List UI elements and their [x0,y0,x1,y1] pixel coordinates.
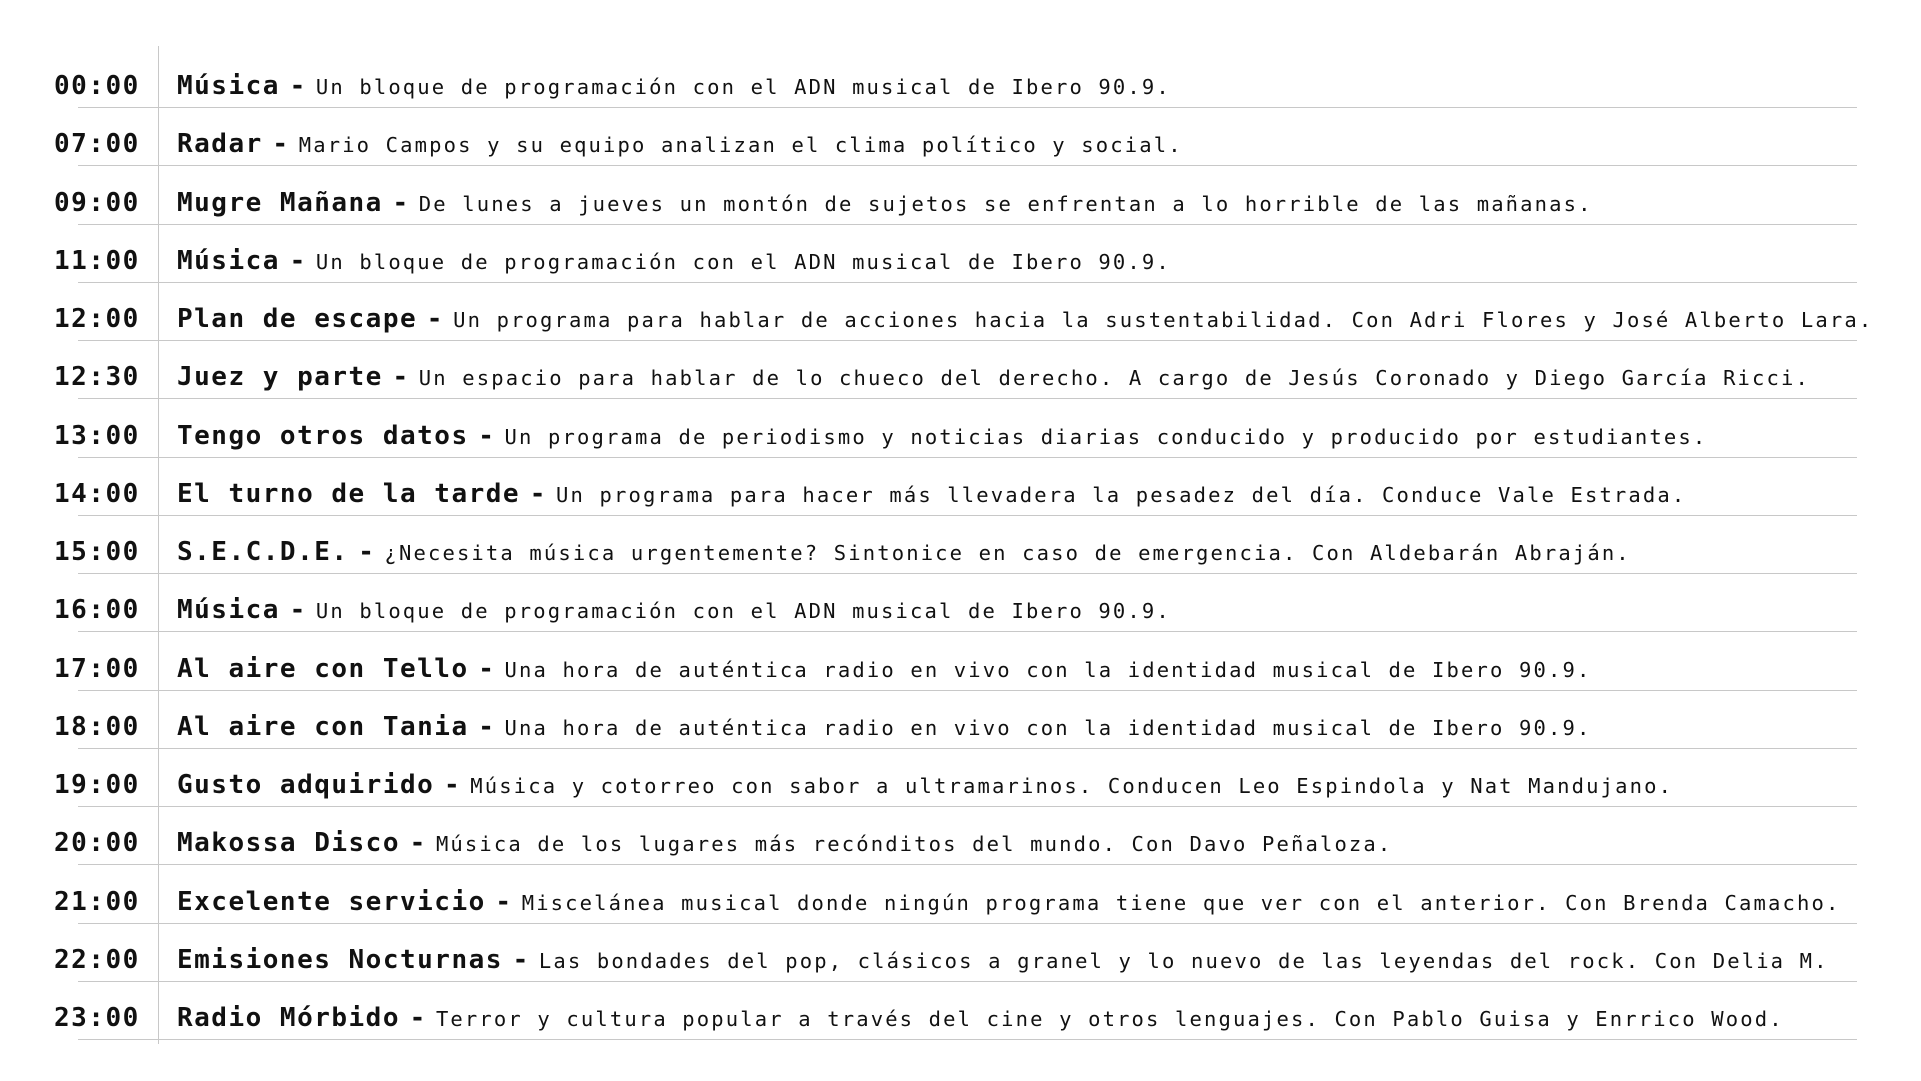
program-title: El turno de la tarde [177,479,521,509]
program-title: Radio Mórbido [177,1003,400,1033]
schedule-row [0,225,1921,283]
program-title: Gusto adquirido [177,770,435,800]
program-description: Un programa de periodismo y noticias diarias conducido y producido por estudiantes. [504,425,1708,449]
schedule-row [0,50,1921,108]
schedule-row [0,574,1921,632]
title-separator: - [409,1003,427,1033]
program-description: Terror y cultura popular a través del cine y otros lenguajes. Con Pablo Guisa y Enrrico Wood. [435,1007,1784,1031]
schedule-time: 12:30 [54,362,140,392]
schedule-time: 22:00 [54,945,140,975]
schedule-time: 12:00 [54,304,140,334]
title-separator: - [289,246,307,276]
schedule-row [0,400,1921,458]
title-separator: - [478,421,495,451]
title-separator: - [409,828,427,858]
schedule-row [0,982,1921,1040]
title-separator: - [392,188,410,218]
program-entry [177,772,1673,798]
program-description: Las bondades del pop, clásicos a granel y lo nuevo de las leyendas del rock. Con Delia M. [538,949,1829,973]
program-title: Juez y parte [177,362,383,392]
program-title: Mugre Mañana [177,188,383,218]
program-description: Miscelánea musical donde ningún programa tiene que ver con el anterior. Con Brenda Camacho. [521,891,1841,915]
program-description: Un bloque de programación con el ADN musical de Ibero 90.9. [315,250,1171,274]
schedule-row [0,807,1921,865]
program-title: Al aire con Tello [177,654,469,684]
program-title: Radar [177,129,263,159]
schedule-row [0,866,1921,924]
program-title: S.E.C.D.E. [177,537,349,567]
title-separator: - [289,71,307,101]
program-title: Excelente servicio [177,887,486,917]
title-separator: - [529,479,547,509]
program-entry [177,1005,1784,1031]
program-entry [177,947,1829,973]
program-entry [177,131,1183,157]
program-entry [177,714,1591,740]
schedule-row [0,458,1921,516]
program-title: Música [177,71,280,101]
schedule-row [0,691,1921,749]
program-description: Una hora de auténtica radio en vivo con la identidad musical de Ibero 90.9. [504,716,1592,740]
title-separator: - [358,537,375,567]
program-entry [177,306,1873,332]
schedule-time: 21:00 [54,887,140,917]
schedule-time: 09:00 [54,188,140,218]
schedule-time: 07:00 [54,129,140,159]
program-title: Tengo otros datos [177,421,469,451]
program-entry [177,539,1631,565]
schedule-time: 00:00 [54,71,140,101]
schedule-row [0,924,1921,982]
program-description: Música de los lugares más recónditos del mundo. Con Davo Peñaloza. [435,832,1393,856]
schedule-time: 23:00 [54,1003,140,1033]
program-title: Makossa Disco [177,828,400,858]
title-separator: - [426,304,444,334]
schedule-time: 18:00 [54,712,140,742]
row-divider [78,864,1857,865]
program-description: Mario Campos y su equipo analizan el clima político y social. [298,133,1183,157]
title-separator: - [495,887,513,917]
schedule-row [0,749,1921,807]
program-title: Emisiones Nocturnas [177,945,503,975]
program-entry [177,248,1171,274]
program-entry [177,830,1392,856]
title-separator: - [443,770,461,800]
program-description: Una hora de auténtica radio en vivo con la identidad musical de Ibero 90.9. [504,658,1592,682]
program-entry [177,423,1707,449]
program-description: Un programa para hacer más llevadera la pesadez del día. Conduce Vale Estrada. [556,483,1687,507]
title-separator: - [512,945,530,975]
title-separator: - [478,654,495,684]
schedule-time: 13:00 [54,421,140,451]
row-divider [78,631,1857,632]
program-description: ¿Necesita música urgentemente? Sintonice en caso de emergencia. Con Aldebarán Abraján. [384,541,1631,565]
program-description: Un espacio para hablar de lo chueco del derecho. A cargo de Jesús Coronado y Diego García Ricci. [418,366,1811,390]
schedule-time: 19:00 [54,770,140,800]
program-description: Un bloque de programación con el ADN musical de Ibero 90.9. [315,599,1171,623]
program-entry [177,73,1171,99]
program-description: Música y cotorreo con sabor a ultramarinos. Conducen Leo Espindola y Nat Mandujano. [470,774,1674,798]
program-entry [177,481,1686,507]
program-entry [177,190,1593,216]
schedule-time: 11:00 [54,246,140,276]
schedule-row [0,341,1921,399]
schedule-time: 16:00 [54,595,140,625]
schedule-time: 20:00 [54,828,140,858]
title-separator: - [272,129,290,159]
row-divider [78,1039,1857,1040]
program-description: Un bloque de programación con el ADN musical de Ibero 90.9. [315,75,1171,99]
schedule-row [0,167,1921,225]
program-entry [177,364,1810,390]
schedule-row [0,108,1921,166]
program-entry [177,889,1840,915]
title-separator: - [289,595,307,625]
schedule-row [0,516,1921,574]
program-title: Música [177,246,280,276]
schedule-time: 15:00 [54,537,140,567]
schedule-row [0,283,1921,341]
title-separator: - [478,712,495,742]
schedule-row [0,633,1921,691]
schedule-time: 14:00 [54,479,140,509]
program-entry [177,656,1591,682]
program-entry [177,597,1171,623]
program-title: Plan de escape [177,304,418,334]
row-divider [78,165,1857,166]
program-description: De lunes a jueves un montón de sujetos se enfrentan a lo horrible de las mañanas. [418,192,1593,216]
row-divider [78,398,1857,399]
program-title: Música [177,595,280,625]
program-title: Al aire con Tania [177,712,469,742]
program-description: Un programa para hablar de acciones hacia la sustentabilidad. Con Adri Flores y José Alberto Lara. [453,308,1874,332]
title-separator: - [392,362,410,392]
schedule-time: 17:00 [54,654,140,684]
